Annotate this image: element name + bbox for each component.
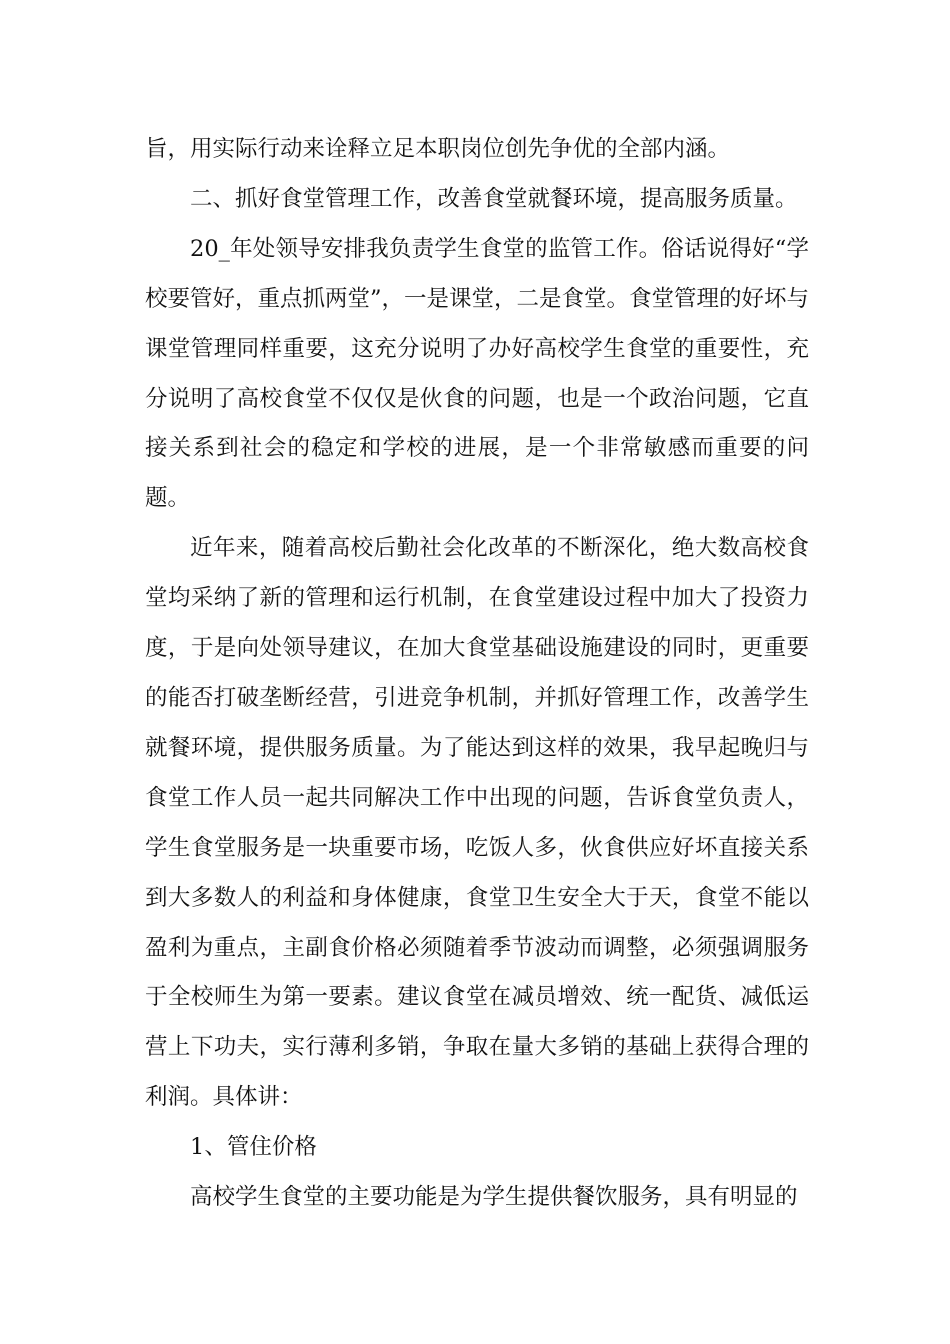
section-heading: 二、抓好食堂管理工作，改善食堂就餐环境，提高服务质量。 <box>190 185 798 212</box>
paragraph: 20_年处领导安排我负责学生食堂的监管工作。俗话说得好“学校要管好，重点抓两堂”，一是课堂，二是食堂。食堂管理的好坏与课堂管理同样重要，这充分说明了办好高校学生食堂的重要性，充分说明了高校食堂不仅仅是伙食的问题，也是一个政治问题，它直接关系到社会的稳定和学校的进展，是一个非常敏感而重要的问题。 <box>145 235 810 512</box>
paragraph: 近年来，随着高校后勤社会化改革的不断深化，绝大数高校食堂均采纳了新的管理和运行机制，在食堂建设过程中加大了投资力度，于是向处领导建议，在加大食堂基础设施建设的同时，更重要的能否打破垄断经营，引进竞争机制，并抓好管理工作，改善学生就餐环境，提供服务质量。为了能达到这样的效果，我早起晚归与食堂工作人员一起共同解决工作中出现的问题，告诉食堂负责人，学生食堂服务是一块重要市场，吃饭人多，伙食供应好坏直接关系到大多数人的利益和身体健康，食堂卫生安全大于天，食堂不能以盈利为重点，主副食价格必须随着季节波动而调整，必须强调服务于全校师生为第一要素。建议食堂在减员增效、统一配货、减低运营上下功夫，实行薄利多销，争取在量大多销的基础上获得合理的利润。具体讲： <box>145 535 809 1111</box>
paragraph: 高校学生食堂的主要功能是为学生提供餐饮服务，具有明显的 <box>190 1184 798 1211</box>
subsection-heading: 1、管住价格 <box>190 1134 317 1161</box>
body-text <box>145 125 809 1223</box>
paragraph: 旨，用实际行动来诠释立足本职岗位创先争优的全部内涵。 <box>145 136 731 162</box>
